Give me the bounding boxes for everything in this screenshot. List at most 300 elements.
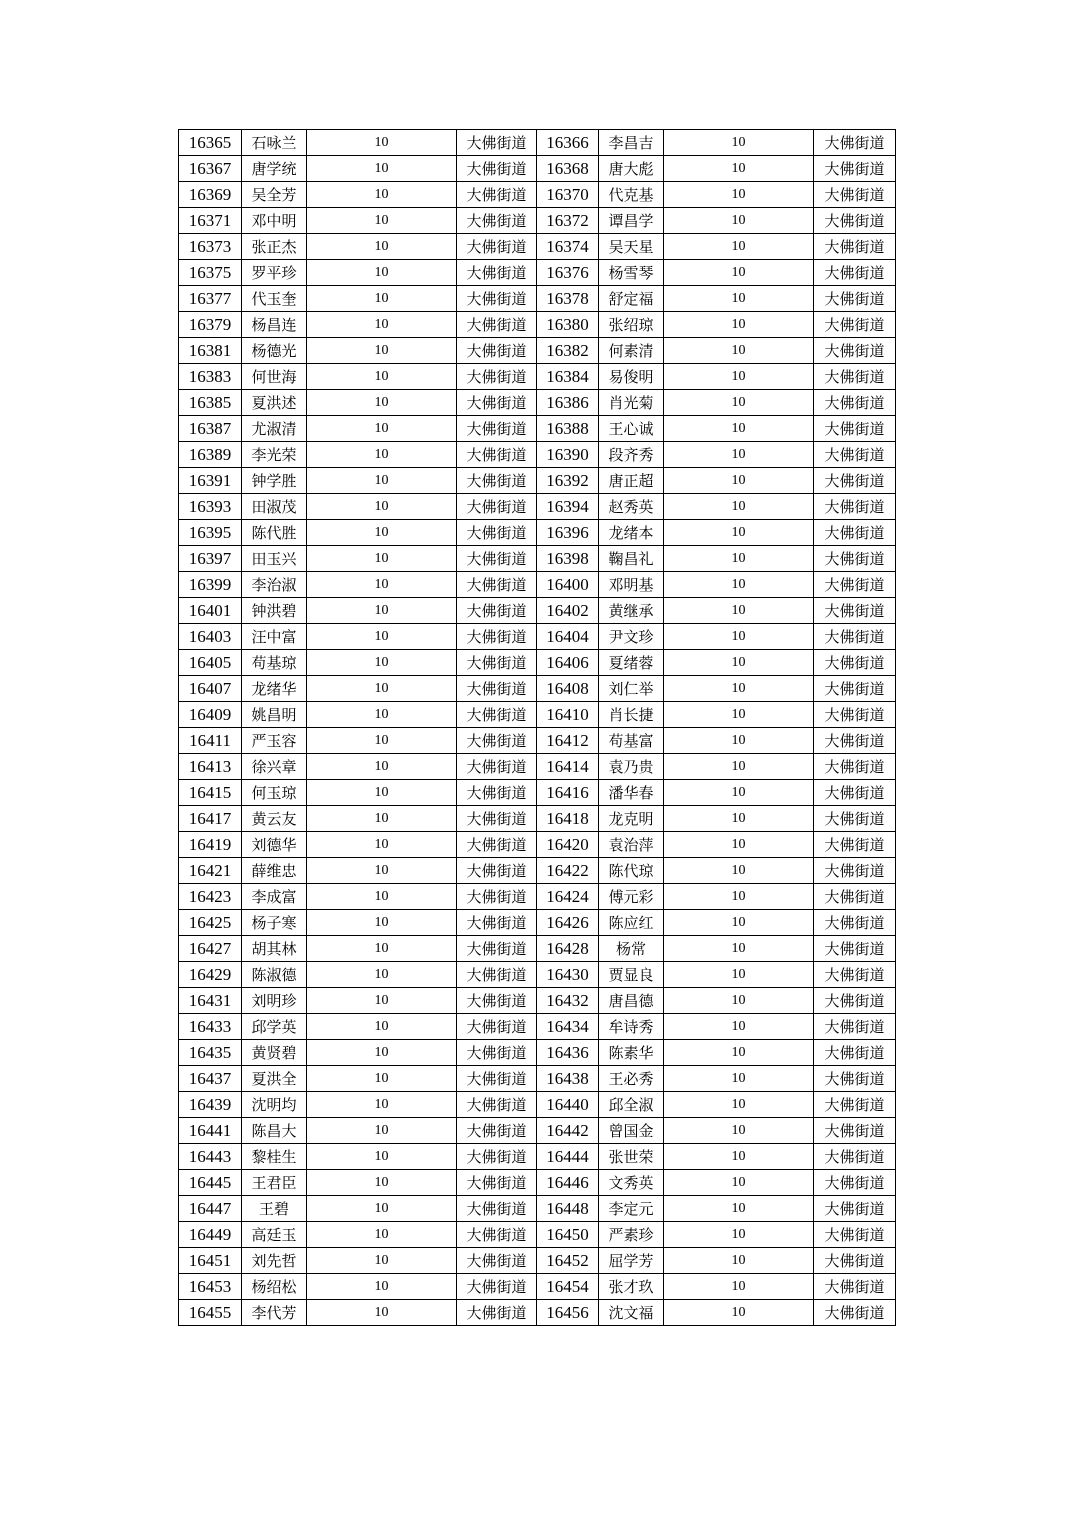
street-name-cell: 大佛街道 [457,1118,537,1144]
person-name-cell: 龙克明 [599,806,664,832]
street-name-cell: 大佛街道 [457,1248,537,1274]
record-id-cell: 16443 [179,1144,242,1170]
amount-cell: 10 [664,338,814,364]
person-name-cell: 李代芳 [242,1300,307,1326]
street-name-cell: 大佛街道 [814,208,896,234]
street-name-cell: 大佛街道 [814,572,896,598]
record-id-cell: 16397 [179,546,242,572]
amount-cell: 10 [307,806,457,832]
record-id-cell: 16372 [537,208,599,234]
amount-cell: 10 [307,858,457,884]
street-name-cell: 大佛街道 [457,208,537,234]
table-row [179,936,896,962]
amount-cell: 10 [307,390,457,416]
record-id-cell: 16423 [179,884,242,910]
table-row [179,338,896,364]
table-row [179,676,896,702]
street-name-cell: 大佛街道 [457,286,537,312]
amount-cell: 10 [664,364,814,390]
table-row [179,910,896,936]
amount-cell: 10 [664,546,814,572]
person-name-cell: 尤淑清 [242,416,307,442]
street-name-cell: 大佛街道 [814,1144,896,1170]
record-id-cell: 16376 [537,260,599,286]
record-id-cell: 16399 [179,572,242,598]
table-row [179,1222,896,1248]
table-row [179,1300,896,1326]
amount-cell: 10 [307,702,457,728]
amount-cell: 10 [664,1196,814,1222]
person-name-cell: 何世海 [242,364,307,390]
table-row [179,1170,896,1196]
amount-cell: 10 [664,1170,814,1196]
table-row [179,1248,896,1274]
person-name-cell: 王君臣 [242,1170,307,1196]
person-name-cell: 胡其林 [242,936,307,962]
street-name-cell: 大佛街道 [814,624,896,650]
amount-cell: 10 [664,910,814,936]
person-name-cell: 赵秀英 [599,494,664,520]
person-name-cell: 段齐秀 [599,442,664,468]
record-id-cell: 16425 [179,910,242,936]
table-row [179,754,896,780]
record-id-cell: 16456 [537,1300,599,1326]
record-id-cell: 16450 [537,1222,599,1248]
person-name-cell: 易俊明 [599,364,664,390]
person-name-cell: 汪中富 [242,624,307,650]
record-id-cell: 16416 [537,780,599,806]
street-name-cell: 大佛街道 [814,962,896,988]
amount-cell: 10 [307,728,457,754]
amount-cell: 10 [307,494,457,520]
person-name-cell: 文秀英 [599,1170,664,1196]
table-row [179,546,896,572]
person-name-cell: 刘明珍 [242,988,307,1014]
amount-cell: 10 [664,1222,814,1248]
street-name-cell: 大佛街道 [814,182,896,208]
street-name-cell: 大佛街道 [814,598,896,624]
street-name-cell: 大佛街道 [457,1144,537,1170]
record-id-cell: 16431 [179,988,242,1014]
record-id-cell: 16398 [537,546,599,572]
person-name-cell: 黎桂生 [242,1144,307,1170]
amount-cell: 10 [664,442,814,468]
record-id-cell: 16365 [179,130,242,156]
amount-cell: 10 [664,598,814,624]
person-name-cell: 唐学统 [242,156,307,182]
street-name-cell: 大佛街道 [457,364,537,390]
amount-cell: 10 [307,1118,457,1144]
table-row [179,858,896,884]
record-id-cell: 16382 [537,338,599,364]
street-name-cell: 大佛街道 [457,1066,537,1092]
street-name-cell: 大佛街道 [814,806,896,832]
amount-cell: 10 [307,520,457,546]
person-name-cell: 黄贤碧 [242,1040,307,1066]
street-name-cell: 大佛街道 [457,1196,537,1222]
table-row [179,728,896,754]
street-name-cell: 大佛街道 [457,130,537,156]
street-name-cell: 大佛街道 [457,962,537,988]
person-name-cell: 石咏兰 [242,130,307,156]
street-name-cell: 大佛街道 [457,936,537,962]
record-id-cell: 16433 [179,1014,242,1040]
amount-cell: 10 [307,338,457,364]
person-name-cell: 舒定福 [599,286,664,312]
table-row [179,1274,896,1300]
record-id-cell: 16386 [537,390,599,416]
amount-cell: 10 [307,312,457,338]
record-id-cell: 16369 [179,182,242,208]
person-name-cell: 邱全淑 [599,1092,664,1118]
street-name-cell: 大佛街道 [814,910,896,936]
person-name-cell: 张正杰 [242,234,307,260]
records-table-body [179,130,896,1326]
table-row [179,806,896,832]
street-name-cell: 大佛街道 [814,286,896,312]
person-name-cell: 夏洪全 [242,1066,307,1092]
person-name-cell: 李治淑 [242,572,307,598]
person-name-cell: 唐昌德 [599,988,664,1014]
street-name-cell: 大佛街道 [457,832,537,858]
amount-cell: 10 [664,1144,814,1170]
amount-cell: 10 [664,832,814,858]
amount-cell: 10 [664,390,814,416]
person-name-cell: 李定元 [599,1196,664,1222]
amount-cell: 10 [664,1014,814,1040]
record-id-cell: 16366 [537,130,599,156]
person-name-cell: 姚昌明 [242,702,307,728]
person-name-cell: 刘德华 [242,832,307,858]
table-row [179,286,896,312]
record-id-cell: 16418 [537,806,599,832]
person-name-cell: 肖光菊 [599,390,664,416]
record-id-cell: 16448 [537,1196,599,1222]
person-name-cell: 徐兴章 [242,754,307,780]
person-name-cell: 屈学芳 [599,1248,664,1274]
record-id-cell: 16428 [537,936,599,962]
amount-cell: 10 [307,884,457,910]
person-name-cell: 夏绪蓉 [599,650,664,676]
amount-cell: 10 [307,988,457,1014]
record-id-cell: 16440 [537,1092,599,1118]
street-name-cell: 大佛街道 [457,910,537,936]
table-row [179,1092,896,1118]
person-name-cell: 张绍琼 [599,312,664,338]
amount-cell: 10 [664,702,814,728]
record-id-cell: 16429 [179,962,242,988]
person-name-cell: 杨绍松 [242,1274,307,1300]
record-id-cell: 16412 [537,728,599,754]
street-name-cell: 大佛街道 [814,312,896,338]
record-id-cell: 16390 [537,442,599,468]
record-id-cell: 16383 [179,364,242,390]
person-name-cell: 陈代胜 [242,520,307,546]
record-id-cell: 16379 [179,312,242,338]
street-name-cell: 大佛街道 [457,806,537,832]
street-name-cell: 大佛街道 [814,988,896,1014]
street-name-cell: 大佛街道 [457,1222,537,1248]
table-row [179,650,896,676]
person-name-cell: 严素珍 [599,1222,664,1248]
street-name-cell: 大佛街道 [814,364,896,390]
record-id-cell: 16393 [179,494,242,520]
amount-cell: 10 [664,1274,814,1300]
person-name-cell: 黄云友 [242,806,307,832]
amount-cell: 10 [307,182,457,208]
amount-cell: 10 [664,182,814,208]
amount-cell: 10 [664,884,814,910]
record-id-cell: 16388 [537,416,599,442]
record-id-cell: 16422 [537,858,599,884]
person-name-cell: 王心诚 [599,416,664,442]
record-id-cell: 16385 [179,390,242,416]
record-id-cell: 16419 [179,832,242,858]
street-name-cell: 大佛街道 [814,676,896,702]
table-row [179,312,896,338]
person-name-cell: 代克基 [599,182,664,208]
street-name-cell: 大佛街道 [814,728,896,754]
person-name-cell: 何素清 [599,338,664,364]
amount-cell: 10 [664,1300,814,1326]
amount-cell: 10 [664,156,814,182]
amount-cell: 10 [307,780,457,806]
record-id-cell: 16378 [537,286,599,312]
street-name-cell: 大佛街道 [457,728,537,754]
table-row [179,1040,896,1066]
table-row [179,494,896,520]
street-name-cell: 大佛街道 [457,1170,537,1196]
person-name-cell: 吴全芳 [242,182,307,208]
amount-cell: 10 [307,1066,457,1092]
table-row [179,1118,896,1144]
amount-cell: 10 [664,208,814,234]
person-name-cell: 潘华春 [599,780,664,806]
street-name-cell: 大佛街道 [457,442,537,468]
amount-cell: 10 [664,1092,814,1118]
amount-cell: 10 [307,364,457,390]
amount-cell: 10 [307,208,457,234]
table-row [179,988,896,1014]
amount-cell: 10 [307,234,457,260]
record-id-cell: 16441 [179,1118,242,1144]
record-id-cell: 16404 [537,624,599,650]
amount-cell: 10 [307,416,457,442]
street-name-cell: 大佛街道 [457,416,537,442]
street-name-cell: 大佛街道 [457,390,537,416]
street-name-cell: 大佛街道 [814,1300,896,1326]
person-name-cell: 龙绪华 [242,676,307,702]
amount-cell: 10 [307,1092,457,1118]
person-name-cell: 刘仁举 [599,676,664,702]
record-id-cell: 16395 [179,520,242,546]
record-id-cell: 16438 [537,1066,599,1092]
person-name-cell: 薛维忠 [242,858,307,884]
person-name-cell: 张才玖 [599,1274,664,1300]
person-name-cell: 王必秀 [599,1066,664,1092]
record-id-cell: 16446 [537,1170,599,1196]
person-name-cell: 杨子寒 [242,910,307,936]
street-name-cell: 大佛街道 [457,494,537,520]
record-id-cell: 16442 [537,1118,599,1144]
street-name-cell: 大佛街道 [457,1274,537,1300]
street-name-cell: 大佛街道 [814,858,896,884]
person-name-cell: 陈代琼 [599,858,664,884]
record-id-cell: 16452 [537,1248,599,1274]
street-name-cell: 大佛街道 [457,754,537,780]
record-id-cell: 16375 [179,260,242,286]
amount-cell: 10 [664,650,814,676]
street-name-cell: 大佛街道 [457,702,537,728]
records-table [178,129,896,1326]
record-id-cell: 16420 [537,832,599,858]
table-row [179,1014,896,1040]
record-id-cell: 16367 [179,156,242,182]
person-name-cell: 苟基琼 [242,650,307,676]
street-name-cell: 大佛街道 [814,1066,896,1092]
person-name-cell: 陈应红 [599,910,664,936]
street-name-cell: 大佛街道 [814,1274,896,1300]
table-row [179,1144,896,1170]
amount-cell: 10 [664,780,814,806]
record-id-cell: 16371 [179,208,242,234]
street-name-cell: 大佛街道 [457,520,537,546]
person-name-cell: 邱学英 [242,1014,307,1040]
record-id-cell: 16396 [537,520,599,546]
street-name-cell: 大佛街道 [457,858,537,884]
record-id-cell: 16400 [537,572,599,598]
street-name-cell: 大佛街道 [457,780,537,806]
person-name-cell: 沈明均 [242,1092,307,1118]
table-row [179,598,896,624]
person-name-cell: 黄继承 [599,598,664,624]
record-id-cell: 16392 [537,468,599,494]
street-name-cell: 大佛街道 [457,624,537,650]
person-name-cell: 李昌吉 [599,130,664,156]
table-row [179,702,896,728]
amount-cell: 10 [307,624,457,650]
street-name-cell: 大佛街道 [814,832,896,858]
record-id-cell: 16439 [179,1092,242,1118]
record-id-cell: 16391 [179,468,242,494]
table-row [179,468,896,494]
person-name-cell: 杨雪琴 [599,260,664,286]
person-name-cell: 陈昌大 [242,1118,307,1144]
amount-cell: 10 [664,312,814,338]
person-name-cell: 严玉容 [242,728,307,754]
street-name-cell: 大佛街道 [814,156,896,182]
record-id-cell: 16389 [179,442,242,468]
table-row [179,390,896,416]
amount-cell: 10 [307,1300,457,1326]
record-id-cell: 16417 [179,806,242,832]
street-name-cell: 大佛街道 [814,520,896,546]
street-name-cell: 大佛街道 [814,1040,896,1066]
street-name-cell: 大佛街道 [814,754,896,780]
record-id-cell: 16406 [537,650,599,676]
amount-cell: 10 [307,260,457,286]
amount-cell: 10 [664,1118,814,1144]
street-name-cell: 大佛街道 [457,338,537,364]
table-row [179,832,896,858]
amount-cell: 10 [664,1248,814,1274]
street-name-cell: 大佛街道 [814,442,896,468]
record-id-cell: 16370 [537,182,599,208]
street-name-cell: 大佛街道 [457,1092,537,1118]
record-id-cell: 16413 [179,754,242,780]
table-row [179,572,896,598]
record-id-cell: 16414 [537,754,599,780]
record-id-cell: 16453 [179,1274,242,1300]
amount-cell: 10 [664,858,814,884]
street-name-cell: 大佛街道 [814,936,896,962]
person-name-cell: 邓明基 [599,572,664,598]
record-id-cell: 16373 [179,234,242,260]
person-name-cell: 龙绪本 [599,520,664,546]
street-name-cell: 大佛街道 [814,338,896,364]
amount-cell: 10 [664,624,814,650]
person-name-cell: 张世荣 [599,1144,664,1170]
street-name-cell: 大佛街道 [457,182,537,208]
record-id-cell: 16403 [179,624,242,650]
amount-cell: 10 [307,156,457,182]
amount-cell: 10 [664,806,814,832]
person-name-cell: 田玉兴 [242,546,307,572]
amount-cell: 10 [664,936,814,962]
person-name-cell: 唐大彪 [599,156,664,182]
person-name-cell: 李成富 [242,884,307,910]
person-name-cell: 曾国金 [599,1118,664,1144]
record-id-cell: 16436 [537,1040,599,1066]
table-row [179,208,896,234]
amount-cell: 10 [664,234,814,260]
record-id-cell: 16402 [537,598,599,624]
person-name-cell: 袁乃贵 [599,754,664,780]
amount-cell: 10 [664,494,814,520]
record-id-cell: 16454 [537,1274,599,1300]
amount-cell: 10 [664,1040,814,1066]
street-name-cell: 大佛街道 [814,884,896,910]
amount-cell: 10 [307,286,457,312]
table-row [179,182,896,208]
record-id-cell: 16445 [179,1170,242,1196]
amount-cell: 10 [664,676,814,702]
person-name-cell: 谭昌学 [599,208,664,234]
record-id-cell: 16409 [179,702,242,728]
street-name-cell: 大佛街道 [814,468,896,494]
table-row [179,260,896,286]
street-name-cell: 大佛街道 [814,494,896,520]
record-id-cell: 16394 [537,494,599,520]
amount-cell: 10 [664,754,814,780]
street-name-cell: 大佛街道 [814,390,896,416]
record-id-cell: 16415 [179,780,242,806]
table-row [179,442,896,468]
table-row [179,884,896,910]
street-name-cell: 大佛街道 [814,1118,896,1144]
amount-cell: 10 [307,572,457,598]
table-row [179,520,896,546]
street-name-cell: 大佛街道 [814,650,896,676]
street-name-cell: 大佛街道 [457,312,537,338]
amount-cell: 10 [307,468,457,494]
record-id-cell: 16434 [537,1014,599,1040]
record-id-cell: 16449 [179,1222,242,1248]
record-id-cell: 16411 [179,728,242,754]
record-id-cell: 16424 [537,884,599,910]
record-id-cell: 16387 [179,416,242,442]
street-name-cell: 大佛街道 [814,234,896,260]
